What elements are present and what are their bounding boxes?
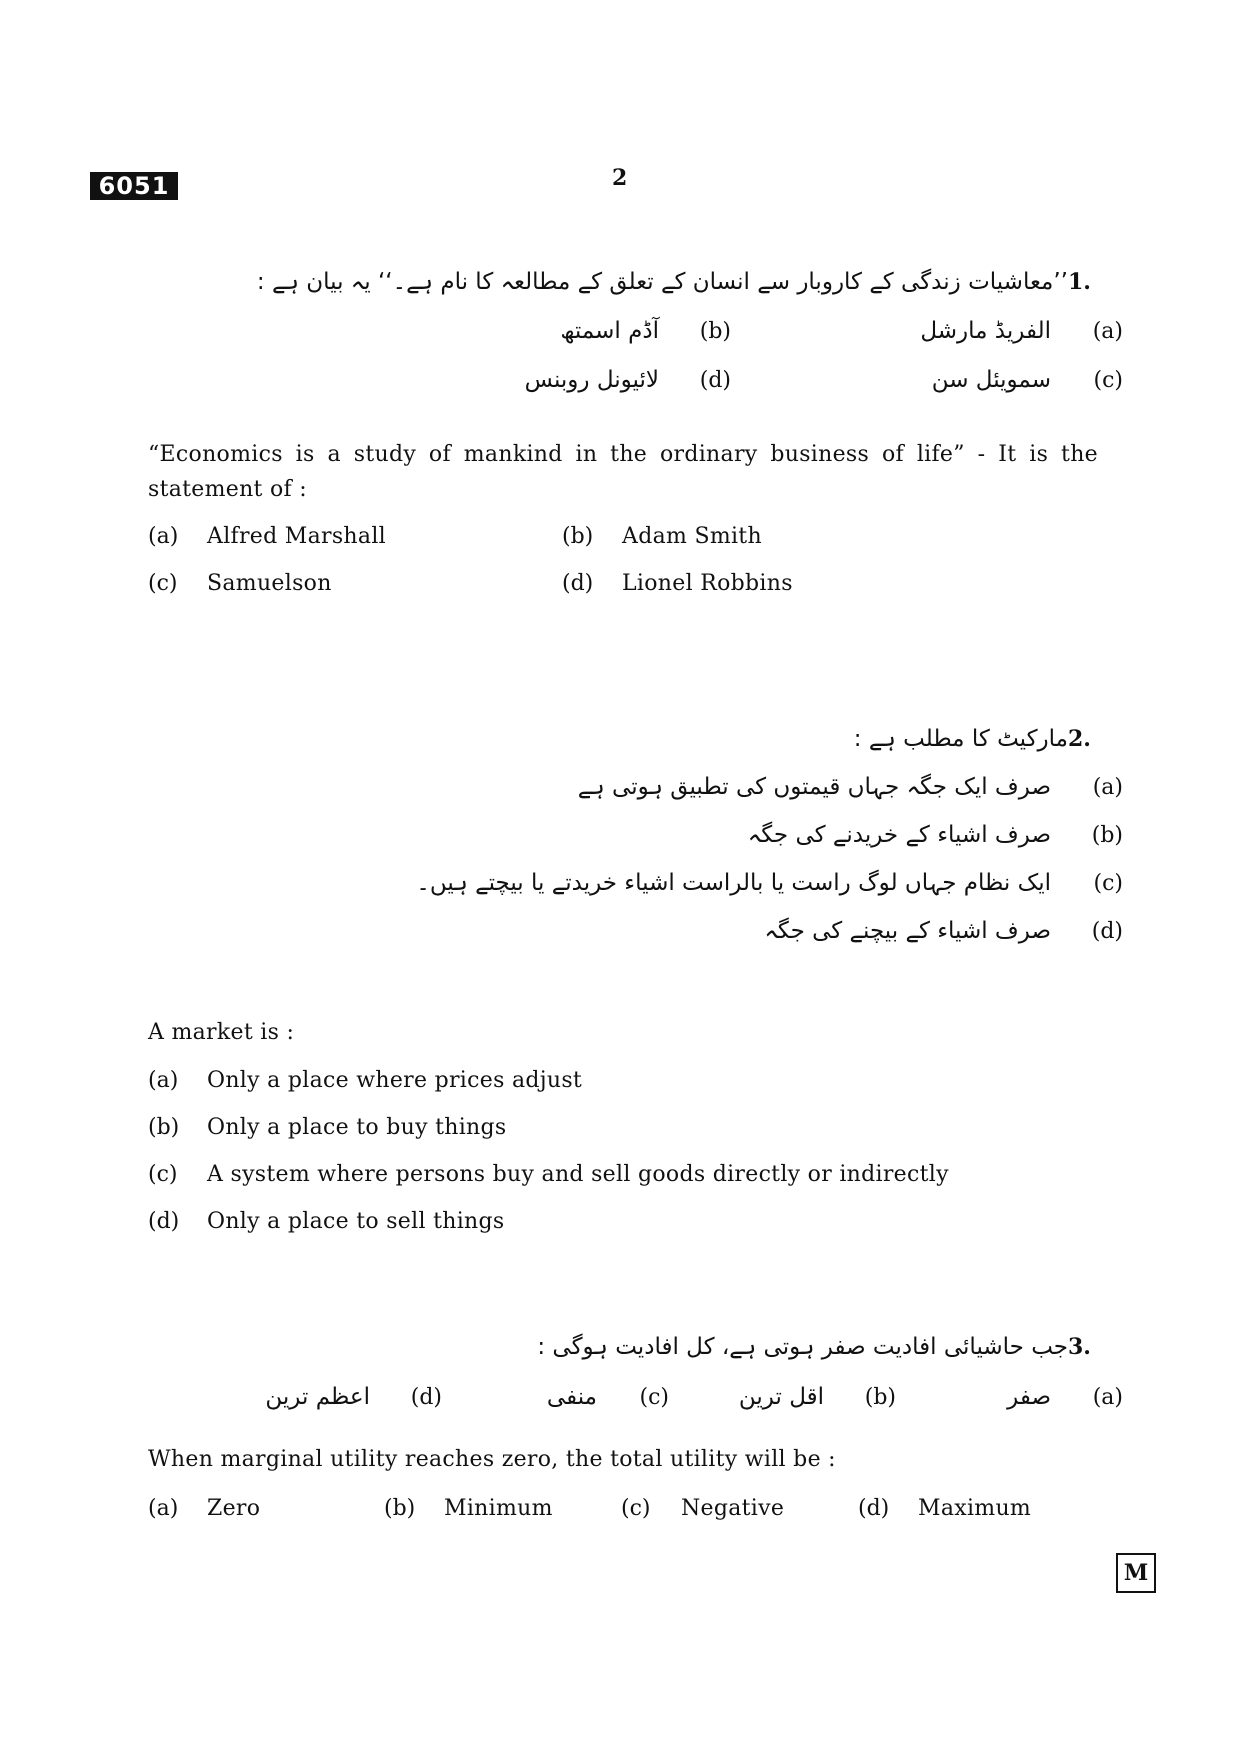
q3-urdu-stem-row bbox=[537, 1330, 1123, 1364]
q3-urdu-options-row bbox=[265, 1380, 1123, 1414]
q2-urdu-stem-row bbox=[854, 722, 1123, 756]
q3-urdu-option-c-letter: (c) bbox=[639, 1384, 669, 1410]
q2-option-b: Only a place to buy things bbox=[207, 1115, 507, 1140]
q3-urdu-option-c: منفی bbox=[546, 1384, 597, 1410]
q2-option-d: Only a place to sell things bbox=[207, 1209, 505, 1234]
q1-urdu-option-c-letter: (c) bbox=[1093, 367, 1123, 393]
q1-urdu-options-row-1 bbox=[560, 314, 1123, 348]
q3-option-d: Maximum bbox=[918, 1496, 1032, 1521]
q3-urdu-option-b-letter: (b) bbox=[864, 1384, 896, 1410]
q2-urdu-option-a: صرف ایک جگہ جہاں قیمتوں کی تطبیق ہوتی ہے bbox=[577, 774, 1051, 800]
page-number: 2 bbox=[612, 165, 628, 191]
q2-urdu-option-b-row bbox=[748, 818, 1123, 852]
q1-option-a: Alfred Marshall bbox=[207, 524, 386, 549]
q3-option-d-letter: (d) bbox=[858, 1496, 890, 1521]
q1-urdu-stem-row bbox=[257, 265, 1123, 299]
q2-urdu-option-c-letter: (c) bbox=[1093, 870, 1123, 896]
q2-urdu-option-b: صرف اشیاء کے خریدنے کی جگہ bbox=[747, 822, 1051, 848]
q1-urdu-option-a: الفریڈ مارشل bbox=[920, 318, 1051, 344]
q2-number: 2. bbox=[1068, 726, 1091, 752]
q2-option-b-letter: (b) bbox=[148, 1115, 180, 1140]
q3-urdu-option-a-letter: (a) bbox=[1092, 1384, 1123, 1410]
q2-urdu-option-c: ایک نظام جہاں لوگ راست یا بالراست اشیاء خریدتے یا بیچتے ہیں۔ bbox=[416, 870, 1051, 896]
q3-option-c: Negative bbox=[681, 1496, 785, 1521]
q2-urdu-stem: مارکیٹ کا مطلب ہے : bbox=[853, 726, 1068, 752]
q1-option-b: Adam Smith bbox=[622, 524, 762, 549]
q1-option-b-letter: (b) bbox=[562, 524, 594, 549]
q2-option-c-letter: (c) bbox=[148, 1162, 178, 1187]
q2-urdu-option-a-row bbox=[578, 770, 1123, 804]
q3-number: 3. bbox=[1068, 1334, 1091, 1360]
q2-urdu-option-d-row bbox=[764, 914, 1123, 948]
q2-option-a: Only a place where prices adjust bbox=[207, 1068, 583, 1093]
q3-urdu-option-d-letter: (d) bbox=[410, 1384, 442, 1410]
q3-urdu-option-d: اعظم ترین bbox=[265, 1384, 370, 1410]
q2-option-c: A system where persons buy and sell goods directly or indirectly bbox=[207, 1162, 949, 1187]
q1-option-c: Samuelson bbox=[207, 571, 332, 596]
q1-urdu-option-b: آڈم اسمتھ bbox=[560, 318, 659, 344]
q3-option-a-letter: (a) bbox=[148, 1496, 179, 1521]
q2-option-d-letter: (d) bbox=[148, 1209, 180, 1234]
q2-urdu-option-b-letter: (b) bbox=[1091, 822, 1123, 848]
q3-option-c-letter: (c) bbox=[621, 1496, 651, 1521]
q1-urdu-option-b-letter: (b) bbox=[699, 318, 731, 344]
q1-english-stem-line-2: statement of : bbox=[148, 477, 307, 502]
q2-option-a-letter: (a) bbox=[148, 1068, 179, 1093]
q3-urdu-option-b: اقل ترین bbox=[738, 1384, 824, 1410]
q2-urdu-option-d: صرف اشیاء کے بیچنے کی جگہ bbox=[764, 918, 1051, 944]
q3-urdu-option-a: صفر bbox=[1007, 1384, 1051, 1410]
q1-urdu-option-d-letter: (d) bbox=[699, 367, 731, 393]
q1-urdu-option-d: لائیونل روبنس bbox=[524, 367, 659, 393]
q2-urdu-option-a-letter: (a) bbox=[1092, 774, 1123, 800]
q1-english-stem-line-1: “Economics is a study of mankind in the ordinary business of life” - It is the bbox=[148, 442, 1098, 467]
q1-option-c-letter: (c) bbox=[148, 571, 178, 596]
q2-urdu-option-d-letter: (d) bbox=[1091, 918, 1123, 944]
q1-option-a-letter: (a) bbox=[148, 524, 179, 549]
q1-urdu-option-a-letter: (a) bbox=[1092, 318, 1123, 344]
q3-option-b: Minimum bbox=[444, 1496, 553, 1521]
q3-option-a: Zero bbox=[207, 1496, 261, 1521]
q1-number: 1. bbox=[1068, 269, 1091, 295]
q1-urdu-options-row-2 bbox=[525, 363, 1123, 397]
q3-english-stem: When marginal utility reaches zero, the total utility will be : bbox=[148, 1447, 836, 1472]
q3-urdu-stem: جب حاشیائی افادیت صفر ہوتی ہے، کل افادیت ہوگی : bbox=[537, 1334, 1068, 1360]
q3-option-b-letter: (b) bbox=[384, 1496, 416, 1521]
paper-code-badge: 6051 bbox=[90, 172, 178, 200]
q1-option-d: Lionel Robbins bbox=[622, 571, 793, 596]
q2-english-stem: A market is : bbox=[148, 1020, 295, 1045]
q1-urdu-stem: ’’معاشیات زندگی کے کاروبار سے انسان کے تعلق کے مطالعہ کا نام ہے۔‘‘ یہ بیان ہے : bbox=[256, 269, 1068, 295]
q2-urdu-option-c-row bbox=[416, 866, 1123, 900]
q1-option-d-letter: (d) bbox=[562, 571, 594, 596]
medium-mark-box: M bbox=[1116, 1553, 1156, 1593]
q1-urdu-option-c: سمویئل سن bbox=[931, 367, 1051, 393]
